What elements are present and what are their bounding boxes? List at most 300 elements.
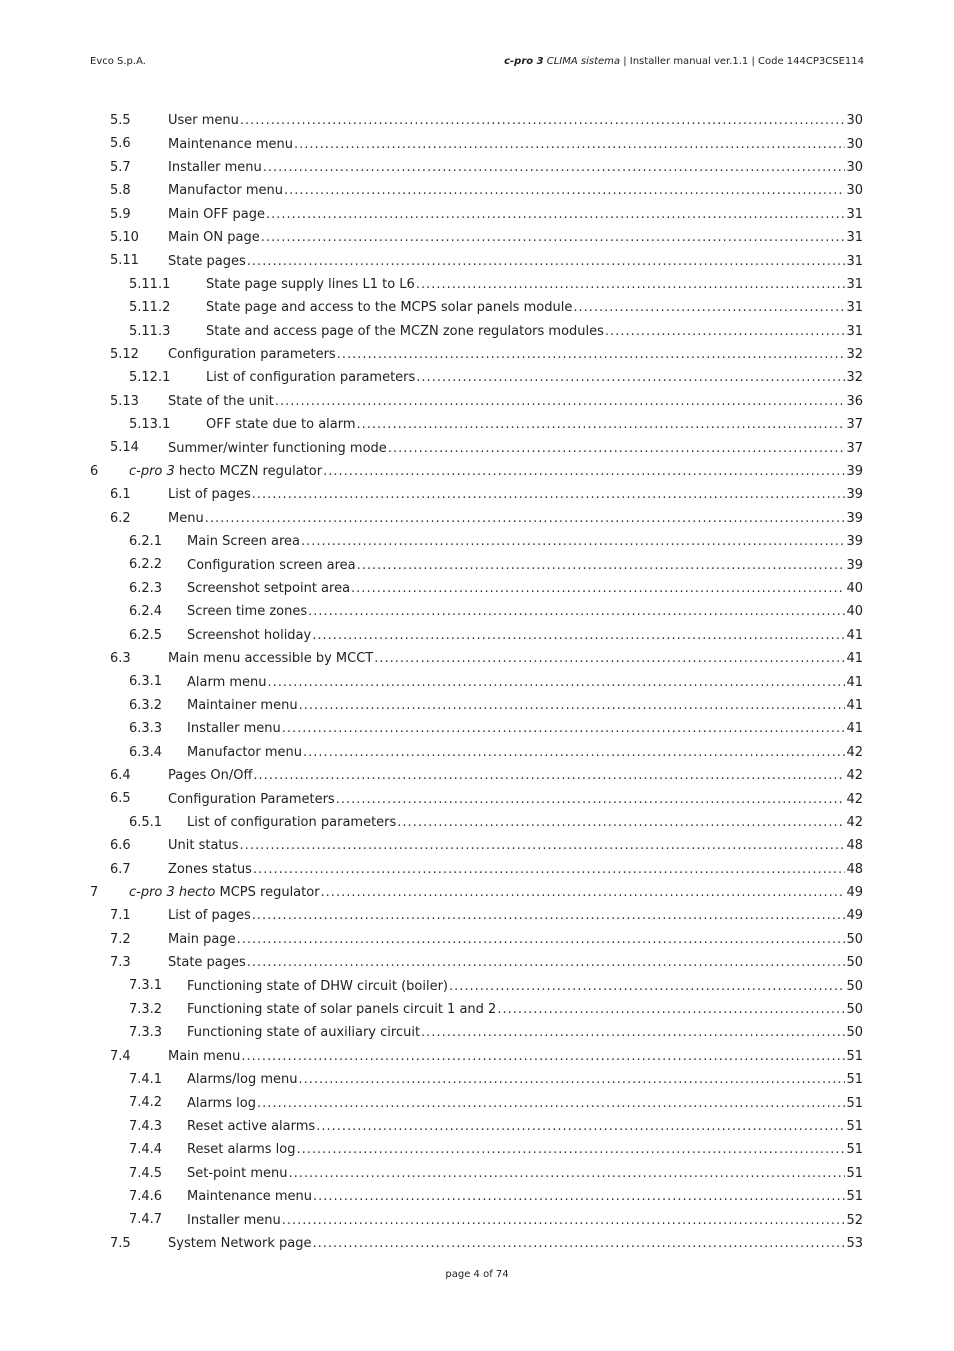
toc-entry[interactable] [90, 249, 863, 272]
toc-entry-number: 5.7 [110, 159, 131, 175]
toc-entry-title-text: User menu [168, 113, 239, 129]
toc-entry-number: 5.11 [110, 253, 139, 269]
toc-dot-leader [257, 1096, 845, 1111]
toc-entry-title-text: Summer/winter functioning mode [168, 440, 387, 456]
toc-entry-number: 5.8 [110, 183, 131, 199]
toc-entry-number: 7.5 [110, 1235, 131, 1251]
header-manual-code: | Installer manual ver.1.1 | Code 144CP3CSE114 [620, 56, 864, 67]
toc-entry[interactable] [90, 1068, 863, 1091]
toc-entry-page: 51 [846, 1072, 863, 1088]
toc-entry-number: 6 [90, 463, 99, 479]
toc-entry-link[interactable] [168, 132, 863, 155]
toc-entry-page: 51 [846, 1165, 863, 1181]
toc-entry-link[interactable] [206, 296, 863, 319]
toc-entry-link[interactable] [168, 156, 863, 179]
toc-entry-link[interactable] [168, 436, 863, 459]
toc-entry-title-text: Functioning state of solar panels circuit 1 and 2 [187, 1002, 497, 1018]
toc-entry-number: 6.2.2 [129, 557, 163, 573]
toc-entry-link[interactable] [187, 1068, 863, 1091]
toc-entry-number: 6.3 [110, 650, 131, 666]
toc-entry-page: 30 [846, 183, 863, 199]
toc-entry[interactable] [90, 928, 863, 951]
toc-entry-title-text: Main menu accessible by MCCT [168, 651, 374, 667]
toc-entry-page: 51 [846, 1118, 863, 1134]
toc-entry-number: 6.2.3 [129, 580, 163, 596]
toc-entry-number: 7.4.7 [129, 1212, 163, 1228]
toc-entry-title [206, 300, 573, 315]
toc-entry[interactable] [90, 647, 863, 670]
toc-entry-link[interactable] [187, 600, 863, 623]
toc-entry[interactable] [90, 904, 863, 927]
toc-entry[interactable] [90, 670, 863, 693]
toc-entry-title [187, 675, 268, 690]
toc-dot-leader [397, 815, 845, 830]
toc-entry-title-text: Alarms log [187, 1095, 256, 1111]
toc-entry-number: 6.5.1 [129, 814, 163, 830]
toc-entry-page: 39 [846, 487, 863, 503]
toc-entry[interactable] [90, 296, 863, 319]
toc-entry-page: 42 [846, 768, 863, 784]
toc-entry-page: 32 [846, 370, 863, 386]
toc-entry-link[interactable] [168, 507, 863, 530]
toc-entry[interactable] [90, 1208, 863, 1231]
toc-entry-title [187, 1096, 257, 1111]
toc-entry-page: 36 [846, 393, 863, 409]
toc-entry-title [187, 558, 357, 573]
toc-entry-page: 48 [846, 838, 863, 854]
toc-dot-leader [299, 1072, 846, 1087]
toc-dot-leader [294, 137, 845, 152]
toc-dot-leader [275, 394, 846, 409]
toc-entry-title [187, 815, 397, 830]
toc-entry-title [187, 1142, 297, 1157]
toc-entry-title [129, 464, 323, 479]
toc-entry-title [168, 113, 240, 128]
toc-dot-leader [351, 581, 845, 596]
toc-entry-title [187, 628, 312, 643]
toc-entry-number: 7.4.3 [129, 1118, 163, 1134]
toc-entry-title [168, 768, 253, 783]
toc-dot-leader [449, 979, 845, 994]
toc-dot-leader [337, 347, 846, 362]
toc-entry-link[interactable] [168, 203, 863, 226]
toc-entry-title [187, 1002, 497, 1017]
toc-entry[interactable] [90, 507, 863, 530]
toc-entry-link[interactable] [187, 577, 863, 600]
toc-dot-leader [299, 698, 846, 713]
toc-entry-link[interactable] [168, 858, 863, 881]
toc-dot-leader [253, 862, 846, 877]
toc-entry[interactable] [90, 460, 863, 483]
toc-entry-number: 6.1 [110, 487, 131, 503]
toc-dot-leader [357, 558, 846, 573]
toc-entry[interactable] [90, 834, 863, 857]
toc-entry[interactable] [90, 179, 863, 202]
toc-entry-title-text: Configuration screen area [187, 557, 356, 573]
toc-entry-page: 51 [846, 1095, 863, 1111]
toc-dot-leader [605, 324, 846, 339]
toc-entry-title-text: State of the unit [168, 393, 274, 409]
toc-entry-title [206, 277, 416, 292]
toc-entry-title [168, 230, 261, 245]
toc-entry[interactable] [90, 156, 863, 179]
toc-entry-title [187, 604, 308, 619]
toc-entry[interactable] [90, 553, 863, 576]
toc-entry-link[interactable] [187, 1115, 863, 1138]
toc-entry[interactable] [90, 413, 863, 436]
toc-entry-number: 6.3.3 [129, 721, 163, 737]
toc-entry-link[interactable] [187, 741, 863, 764]
toc-entry-title [168, 1049, 241, 1064]
toc-entry-page: 40 [846, 604, 863, 620]
toc-entry-number: 5.12 [110, 346, 139, 362]
toc-entry-title-text: System Network page [168, 1235, 312, 1251]
toc-entry-link[interactable] [168, 834, 863, 857]
toc-entry-link[interactable] [187, 1208, 863, 1231]
toc-entry-page: 50 [846, 1025, 863, 1041]
toc-entry-number: 7.4.2 [129, 1095, 163, 1111]
toc-entry-number: 6.5 [110, 791, 131, 807]
toc-entry[interactable] [90, 132, 863, 155]
toc-dot-leader [252, 487, 846, 502]
toc-entry-link[interactable] [168, 343, 863, 366]
toc-entry[interactable] [90, 694, 863, 717]
toc-entry[interactable] [90, 1232, 863, 1255]
toc-entry[interactable] [90, 1185, 863, 1208]
toc-entry-title-text: State page supply lines L1 to L6 [206, 276, 415, 292]
toc-entry-page: 51 [846, 1048, 863, 1064]
toc-dot-leader [374, 651, 845, 666]
toc-dot-leader [240, 838, 846, 853]
toc-entry[interactable] [90, 1021, 863, 1044]
toc-entry-link[interactable] [187, 998, 863, 1021]
toc-entry-page: 31 [846, 206, 863, 222]
toc-entry[interactable] [90, 1045, 863, 1068]
toc-dot-leader [308, 604, 845, 619]
toc-dot-leader [205, 511, 846, 526]
toc-dot-leader [316, 1119, 845, 1134]
toc-entry-link[interactable] [206, 413, 863, 436]
toc-entry-title-text: Screenshot holiday [187, 627, 312, 643]
toc-dot-leader [388, 441, 846, 456]
toc-entry[interactable] [90, 203, 863, 226]
toc-entry-title-text: Unit status [168, 838, 239, 854]
toc-entry-page: 50 [846, 931, 863, 947]
toc-entry[interactable] [90, 530, 863, 553]
toc-entry-link[interactable] [129, 881, 863, 904]
toc-entry-title [168, 394, 275, 409]
toc-entry-number: 6.7 [110, 861, 131, 877]
toc-dot-leader [266, 207, 845, 222]
toc-entry-title-text: Maintenance menu [187, 1189, 312, 1205]
toc-entry-title-text: Main menu [168, 1048, 241, 1064]
toc-dot-leader [313, 1189, 845, 1204]
toc-entry-number: 7.4.1 [129, 1072, 163, 1088]
toc-entry-title [168, 862, 253, 877]
toc-entry-number: 7.1 [110, 908, 131, 924]
toc-entry-number: 5.6 [110, 136, 131, 152]
toc-entry-link[interactable] [187, 670, 863, 693]
header-document-info [504, 56, 864, 67]
toc-entry-number: 6.2.1 [129, 534, 163, 550]
toc-entry-link[interactable] [187, 717, 863, 740]
toc-entry[interactable] [90, 483, 863, 506]
toc-entry-page: 42 [846, 814, 863, 830]
toc-entry[interactable] [90, 787, 863, 810]
toc-entry-page: 53 [846, 1235, 863, 1251]
toc-dot-leader [416, 277, 846, 292]
toc-entry-link[interactable] [168, 483, 863, 506]
toc-entry[interactable] [90, 273, 863, 296]
toc-entry-page: 40 [846, 581, 863, 596]
table-of-contents [90, 109, 863, 1255]
toc-entry-page: 31 [846, 323, 863, 339]
toc-entry-link[interactable] [187, 974, 863, 997]
toc-entry-link[interactable] [168, 109, 863, 132]
toc-entry[interactable] [90, 811, 863, 834]
toc-entry-title-italic: c-pro 3 [129, 464, 175, 480]
toc-entry-page: 49 [846, 908, 863, 924]
toc-dot-leader [268, 675, 846, 690]
toc-entry-link[interactable] [168, 647, 863, 670]
toc-dot-leader [241, 1049, 845, 1064]
toc-entry-title-text: Maintenance menu [168, 136, 293, 152]
toc-entry-page: 37 [846, 417, 863, 433]
toc-entry-title-text: Installer menu [168, 159, 262, 175]
toc-entry-title [168, 1236, 313, 1251]
toc-entry-title-text: OFF state due to alarm [206, 417, 356, 433]
toc-entry-title [168, 792, 336, 807]
toc-entry-page: 32 [846, 347, 863, 363]
toc-entry[interactable] [90, 320, 863, 343]
toc-entry[interactable] [90, 858, 863, 881]
toc-entry-title [187, 745, 303, 760]
toc-entry-number: 6.6 [110, 838, 131, 854]
toc-dot-leader [321, 885, 846, 900]
toc-entry-link[interactable] [187, 1185, 863, 1208]
toc-entry-page: 48 [846, 861, 863, 877]
toc-entry-page: 41 [846, 651, 863, 667]
toc-entry[interactable] [90, 881, 863, 904]
toc-entry-page: 30 [846, 159, 863, 175]
toc-entry-page: 31 [846, 276, 863, 292]
toc-entry[interactable] [90, 951, 863, 974]
toc-entry-title [187, 1166, 288, 1181]
toc-entry-title-text: State page and access to the MCPS solar panels module [206, 300, 573, 316]
toc-entry-title-text: Zones status [168, 861, 252, 877]
toc-entry-number: 7.4.6 [129, 1188, 163, 1204]
toc-entry-title-text: Manufactor menu [187, 744, 303, 760]
toc-entry-link[interactable] [168, 1045, 863, 1068]
toc-entry-title-text: Screen time zones [187, 604, 308, 620]
toc-entry-title-text: Manufactor menu [168, 183, 284, 199]
toc-entry-page: 50 [846, 978, 863, 994]
toc-entry-link[interactable] [187, 1091, 863, 1114]
toc-entry-number: 5.13.1 [129, 417, 171, 433]
toc-entry-title [168, 137, 294, 152]
toc-entry-number: 7.3.2 [129, 1001, 163, 1017]
toc-entry-link[interactable] [187, 1138, 863, 1161]
toc-entry-link[interactable] [206, 366, 863, 389]
toc-entry-title [168, 254, 247, 269]
toc-entry-number: 7.3.3 [129, 1025, 163, 1041]
toc-entry-page: 50 [846, 955, 863, 971]
toc-entry-title-text: Set-point menu [187, 1165, 288, 1181]
toc-entry-link[interactable] [187, 694, 863, 717]
toc-entry[interactable] [90, 343, 863, 366]
toc-entry-title-text: Reset active alarms [187, 1118, 316, 1134]
toc-entry[interactable] [90, 717, 863, 740]
toc-entry-link[interactable] [168, 764, 863, 787]
toc-entry-page: 30 [846, 113, 863, 129]
toc-entry-title-text: Installer menu [187, 1212, 281, 1228]
toc-dot-leader [336, 792, 846, 807]
toc-entry[interactable] [90, 1091, 863, 1114]
toc-dot-leader [573, 300, 845, 315]
toc-entry-link[interactable] [168, 390, 863, 413]
toc-entry-link[interactable] [187, 530, 863, 553]
toc-entry-link[interactable] [187, 624, 863, 647]
toc-entry-title-text: MCPS regulator [215, 885, 320, 901]
toc-entry-link[interactable] [187, 811, 863, 834]
toc-entry[interactable] [90, 1115, 863, 1138]
toc-entry-link[interactable] [129, 460, 863, 483]
toc-entry-page: 51 [846, 1142, 863, 1158]
toc-entry-title-text: Pages On/Off [168, 768, 253, 784]
toc-entry-title [187, 1025, 421, 1040]
toc-entry-page: 41 [846, 721, 863, 737]
toc-entry-title-text: List of configuration parameters [206, 370, 416, 386]
toc-entry-title-text: Main OFF page [168, 206, 265, 222]
toc-entry-title [206, 370, 416, 385]
toc-entry-page: 39 [846, 557, 863, 573]
toc-dot-leader [421, 1025, 845, 1040]
toc-entry-link[interactable] [206, 320, 863, 343]
toc-entry-page: 41 [846, 697, 863, 713]
toc-entry-title-text: Functioning state of auxiliary circuit [187, 1025, 421, 1041]
toc-entry-title [168, 651, 374, 666]
toc-entry[interactable] [90, 764, 863, 787]
toc-entry[interactable] [90, 974, 863, 997]
toc-entry-number: 7.4 [110, 1048, 131, 1064]
toc-entry-number: 7.3 [110, 955, 131, 971]
toc-entry-title-text: Main ON page [168, 230, 260, 246]
toc-entry-number: 6.2.4 [129, 604, 163, 620]
toc-entry-number: 6.4 [110, 767, 131, 783]
toc-entry-page: 31 [846, 253, 863, 269]
toc-dot-leader [247, 254, 846, 269]
toc-entry-link[interactable] [168, 226, 863, 249]
toc-entry[interactable] [90, 109, 863, 132]
toc-entry-title [187, 1213, 282, 1228]
toc-entry-title [129, 885, 321, 900]
toc-dot-leader [263, 160, 846, 175]
toc-entry-number: 5.12.1 [129, 370, 171, 386]
toc-entry-link[interactable] [168, 904, 863, 927]
toc-entry-title [206, 417, 357, 432]
toc-entry-link[interactable] [168, 249, 863, 272]
toc-entry-link[interactable] [187, 1162, 863, 1185]
toc-entry-title-italic: c-pro 3 hecto [129, 885, 216, 901]
page-number: page 4 of 74 [445, 1269, 509, 1280]
toc-entry-title [168, 932, 237, 947]
toc-entry-number: 5.11.2 [129, 300, 171, 316]
toc-entry-page: 41 [846, 674, 863, 690]
toc-entry-number: 5.10 [110, 229, 139, 245]
toc-dot-leader [323, 464, 845, 479]
toc-entry[interactable] [90, 390, 863, 413]
toc-entry-title [187, 698, 299, 713]
toc-entry-title-text: State pages [168, 955, 246, 971]
toc-entry[interactable] [90, 1162, 863, 1185]
toc-entry-number: 6.3.1 [129, 674, 163, 690]
toc-entry-number: 7.3.1 [129, 978, 163, 994]
toc-entry-page: 42 [846, 791, 863, 807]
toc-entry-link[interactable] [168, 787, 863, 810]
toc-entry-title-text: Main page [168, 931, 236, 947]
toc-entry-link[interactable] [168, 928, 863, 951]
toc-entry-link[interactable] [168, 951, 863, 974]
toc-entry-title-text: Alarms/log menu [187, 1072, 298, 1088]
toc-entry-title-text: Screenshot setpoint area [187, 581, 351, 596]
toc-entry-title-text: State pages [168, 253, 246, 269]
toc-entry[interactable] [90, 436, 863, 459]
toc-entry-link[interactable] [187, 553, 863, 576]
toc-entry[interactable] [90, 624, 863, 647]
toc-entry-title [168, 838, 240, 853]
toc-entry[interactable] [90, 1138, 863, 1161]
toc-dot-leader [253, 768, 845, 783]
toc-entry-number: 5.14 [110, 440, 139, 456]
toc-entry-page: 52 [846, 1212, 863, 1228]
toc-entry-number: 5.5 [110, 113, 131, 128]
toc-entry-title-text: Functioning state of DHW circuit (boiler) [187, 978, 448, 994]
toc-entry-title [168, 347, 337, 362]
toc-entry-title [187, 721, 282, 736]
toc-entry-number: 6.2.5 [129, 627, 163, 643]
toc-entry-link[interactable] [206, 273, 863, 296]
toc-entry-link[interactable] [168, 1232, 863, 1255]
toc-entry-title [168, 441, 388, 456]
toc-entry-title [168, 908, 252, 923]
toc-entry-title-text: Menu [168, 510, 204, 526]
toc-entry[interactable] [90, 366, 863, 389]
toc-entry-title [187, 1072, 299, 1087]
toc-entry-title-text: State and access page of the MCZN zone regulators modules [206, 323, 604, 339]
toc-entry[interactable] [90, 741, 863, 764]
toc-dot-leader [497, 1002, 845, 1017]
toc-entry[interactable] [90, 998, 863, 1021]
toc-entry[interactable] [90, 600, 863, 623]
toc-dot-leader [282, 1213, 846, 1228]
toc-entry-title [168, 511, 205, 526]
toc-dot-leader [240, 113, 846, 128]
toc-entry-page: 39 [846, 510, 863, 526]
toc-entry-title [206, 324, 605, 339]
toc-entry-title-text: Reset alarms log [187, 1142, 296, 1158]
toc-entry-page: 49 [846, 885, 863, 901]
toc-dot-leader [312, 628, 845, 643]
toc-dot-leader [303, 745, 845, 760]
toc-entry-title [187, 534, 301, 549]
toc-entry-title-text: List of pages [168, 487, 251, 503]
toc-entry[interactable] [90, 577, 863, 600]
toc-entry-title [168, 160, 263, 175]
toc-entry-number: 6.3.2 [129, 697, 163, 713]
toc-entry-link[interactable] [168, 179, 863, 202]
toc-entry[interactable] [90, 226, 863, 249]
toc-entry-link[interactable] [187, 1021, 863, 1044]
